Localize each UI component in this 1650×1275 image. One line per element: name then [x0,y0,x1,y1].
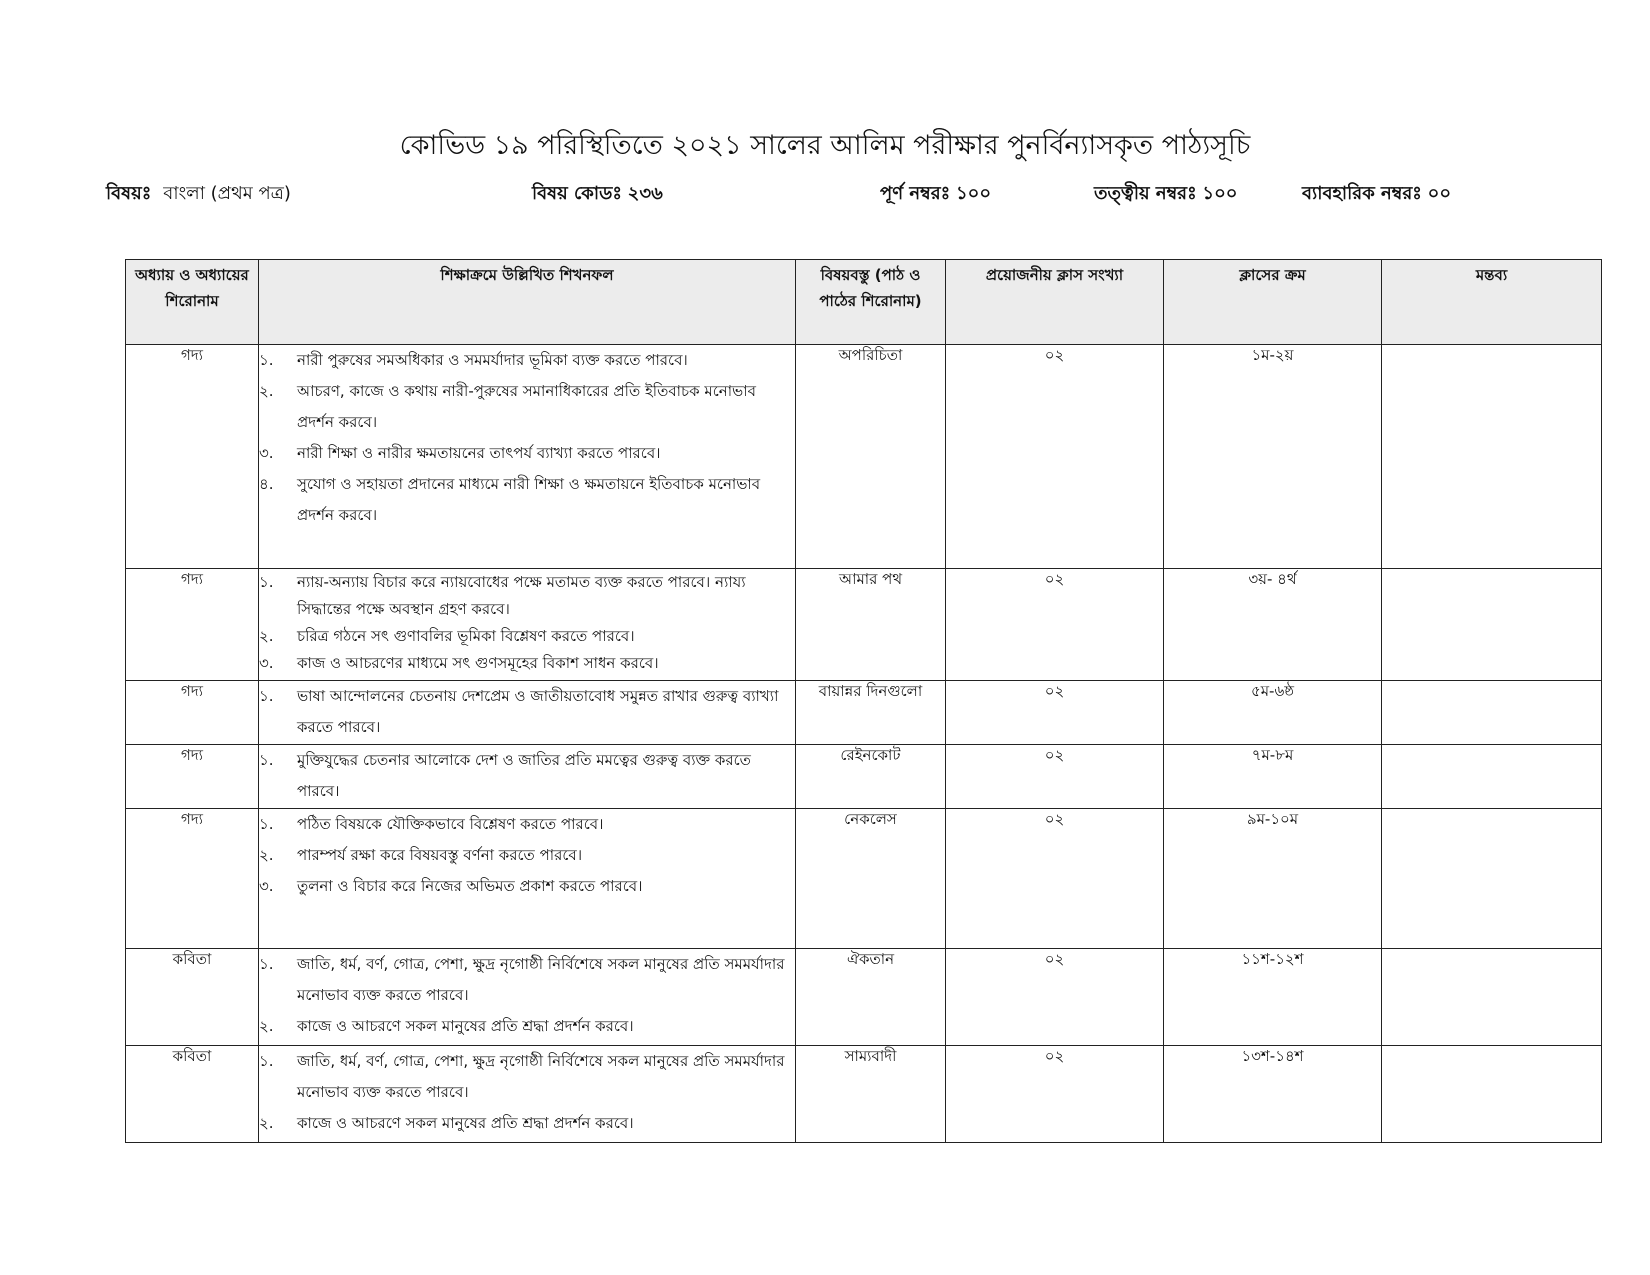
table-header-row [126,260,1602,345]
table-row [126,949,1602,1046]
order-cell: ৯ম-১০ম [1164,809,1382,949]
order-cell: ৩য়- ৪র্থ [1164,569,1382,681]
chapter-cell: গদ্য [126,681,259,745]
full-marks-info [880,182,991,206]
outcomes-cell [259,345,796,569]
practical-marks-info [1302,182,1451,206]
outcome-item: ৪. সুযোগ ও সহায়তা প্রদানের মাধ্যমে নারী শিক্ষা ও ক্ষমতায়নে ইতিবাচক মনোভাব প্রদর্শন করবে। [259,475,761,524]
outcome-item: ২. চরিত্র গঠনে সৎ গুণাবলির ভূমিকা বিশ্লেষণ করতে পারবে। [259,627,635,645]
table-row [126,809,1602,949]
classes-cell: ০২ [946,569,1164,681]
practical-marks-value: ০০ [1427,183,1452,204]
col-header-outcomes: শিক্ষাক্রমে উল্লিখিত শিখনফল [259,260,796,345]
outcome-item: ১. মুক্তিযুদ্ধের চেতনার আলোকে দেশ ও জাতির প্রতি মমত্বের গুরুত্ব ব্যক্ত করতে পারবে। [259,751,751,800]
remarks-cell [1382,809,1602,949]
outcome-item: ২. কাজে ও আচরণে সকল মানুষের প্রতি শ্রদ্ধা প্রদর্শন করবে। [259,1114,634,1132]
practical-marks-label: ব্যাবহারিক নম্বরঃ [1302,183,1422,204]
chapter-cell: কবিতা [126,1046,259,1143]
page-title: কোভিড ১৯ পরিস্থিতিতে ২০২১ সালের আলিম পরীক্ষার পুনর্বিন্যাসকৃত পাঠ্যসূচি [399,130,1251,161]
content-cell: আমার পথ [796,569,946,681]
outcomes-cell [259,569,796,681]
col-header-content: বিষয়বস্তু (পাঠ ও পাঠের শিরোনাম) [796,260,946,345]
chapter-cell: গদ্য [126,809,259,949]
classes-cell: ০২ [946,345,1164,569]
order-cell: ৫ম-৬ষ্ঠ [1164,681,1382,745]
outcomes-cell [259,1046,796,1143]
outcomes-cell [259,745,796,809]
col-header-chapter: অধ্যায় ও অধ্যায়ের শিরোনাম [126,260,259,345]
subject-code-label: বিষয় কোডঃ [532,183,622,204]
remarks-cell [1382,681,1602,745]
col-header-classes: প্রয়োজনীয় ক্লাস সংখ্যা [946,260,1164,345]
content-cell: অপরিচিতা [796,345,946,569]
outcome-item: ১. ভাষা আন্দোলনের চেতনায় দেশপ্রেম ও জাতীয়তাবোধ সমুন্নত রাখার গুরুত্ব ব্যাখ্যা করতে পারবে। [259,687,779,736]
remarks-cell [1382,745,1602,809]
outcome-item: ৩. কাজ ও আচরণের মাধ্যমে সৎ গুণসমূহের বিকাশ সাধন করবে। [259,654,659,672]
subject-code-info [532,182,663,206]
outcome-item: ১. জাতি, ধর্ম, বর্ণ, গোত্র, পেশা, ক্ষুদ্র নৃগোষ্ঠী নির্বিশেষে সকল মানুষের প্রতি সমমর্যাদার মনোভাব ব্যক্ত করতে পারবে। [259,1052,785,1101]
theory-marks-label: তত্ত্বীয় নম্বরঃ [1094,183,1197,204]
outcome-item: ১. নারী পুরুষের সমঅধিকার ও সমমর্যাদার ভূমিকা ব্যক্ত করতে পারবে। [259,351,688,369]
subject-value: বাংলা (প্রথম পত্র) [163,183,291,204]
classes-cell: ০২ [946,1046,1164,1143]
subject-info [106,182,291,206]
content-cell: বায়ান্নর দিনগুলো [796,681,946,745]
outcome-item: ২. পারম্পর্য রক্ষা করে বিষয়বস্তু বর্ণনা করতে পারবে। [259,846,583,864]
theory-marks-value: ১০০ [1202,183,1238,204]
content-cell: ঐকতান [796,949,946,1046]
outcome-item: ২. আচরণ, কাজে ও কথায় নারী-পুরুষের সমানাধিকারের প্রতি ইতিবাচক মনোভাব প্রদর্শন করবে। [259,382,756,431]
full-marks-label: পূর্ণ নম্বরঃ [880,183,951,204]
full-marks-value: ১০০ [955,183,992,204]
chapter-cell: গদ্য [126,569,259,681]
outcome-item: ১. ন্যায়-অন্যায় বিচার করে ন্যায়বোধের পক্ষে মতামত ব্যক্ত করতে পারবে। ন্যায্য সিদ্ধান্তের পক্ষে অবস্থান গ্রহণ করবে। [259,573,746,618]
subject-code-value: ২৩৬ [627,183,663,204]
chapter-cell: গদ্য [126,745,259,809]
chapter-cell: গদ্য [126,345,259,569]
table-row [126,569,1602,681]
content-cell: রেইনকোট [796,745,946,809]
remarks-cell [1382,345,1602,569]
subject-label: বিষয়ঃ [106,183,152,204]
table-row [126,1046,1602,1143]
classes-cell: ০২ [946,745,1164,809]
classes-cell: ০২ [946,809,1164,949]
outcome-item: ৩. তুলনা ও বিচার করে নিজের অভিমত প্রকাশ করতে পারবে। [259,877,643,895]
col-header-order: ক্লাসের ক্রম [1164,260,1382,345]
order-cell: ৭ম-৮ম [1164,745,1382,809]
order-cell: ১ম-২য় [1164,345,1382,569]
table-row [126,681,1602,745]
remarks-cell [1382,949,1602,1046]
outcome-item: ১. জাতি, ধর্ম, বর্ণ, গোত্র, পেশা, ক্ষুদ্র নৃগোষ্ঠী নির্বিশেষে সকল মানুষের প্রতি সমমর্যাদার মনোভাব ব্যক্ত করতে পারবে। [259,955,785,1004]
theory-marks-info [1094,182,1238,206]
remarks-cell [1382,1046,1602,1143]
col-header-remarks: মন্তব্য [1382,260,1602,345]
classes-cell: ০২ [946,949,1164,1046]
content-cell: সাম্যবাদী [796,1046,946,1143]
outcomes-cell [259,681,796,745]
classes-cell: ০২ [946,681,1164,745]
outcome-item: ৩. নারী শিক্ষা ও নারীর ক্ষমতায়নের তাৎপর্য ব্যাখ্যা করতে পারবে। [259,444,661,462]
chapter-cell: কবিতা [126,949,259,1046]
table-row [126,345,1602,569]
order-cell: ১১শ-১২শ [1164,949,1382,1046]
outcome-item: ১. পঠিত বিষয়কে যৌক্তিকভাবে বিশ্লেষণ করতে পারবে। [259,815,604,833]
table-row [126,745,1602,809]
order-cell: ১৩শ-১৪শ [1164,1046,1382,1143]
outcomes-cell [259,809,796,949]
syllabus-table [125,259,1602,1143]
remarks-cell [1382,569,1602,681]
content-cell: নেকলেস [796,809,946,949]
outcome-item: ২. কাজে ও আচরণে সকল মানুষের প্রতি শ্রদ্ধা প্রদর্শন করবে। [259,1017,634,1035]
outcomes-cell [259,949,796,1046]
